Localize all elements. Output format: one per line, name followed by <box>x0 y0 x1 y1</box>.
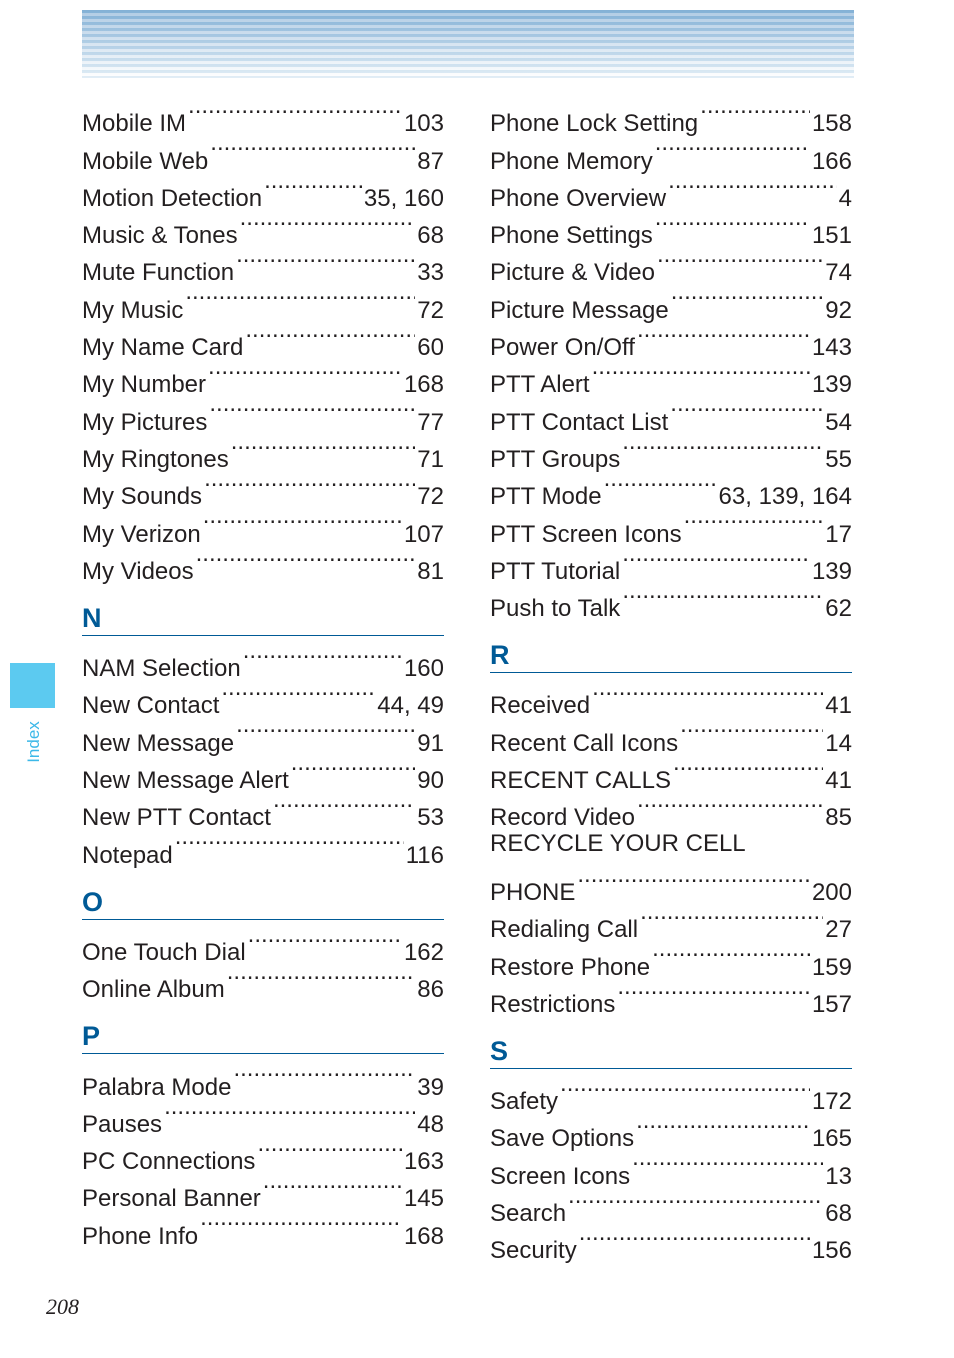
dot-leader <box>560 1072 810 1109</box>
index-term: NAM Selection <box>82 655 241 683</box>
dot-leader <box>188 94 402 131</box>
index-page-ref: 139 <box>811 371 852 399</box>
dot-leader <box>579 1221 810 1258</box>
dot-leader <box>592 355 810 392</box>
index-page-ref: 4 <box>838 184 852 212</box>
index-page-ref: 156 <box>811 1237 852 1265</box>
index-term: PTT Contact List <box>490 408 669 436</box>
section-letter-heading: O <box>82 885 444 920</box>
index-term: My Music <box>82 296 184 324</box>
index-section <box>82 601 444 869</box>
index-term: PTT Screen Icons <box>490 520 682 548</box>
index-page-ref: 160 <box>403 655 444 683</box>
index-page-ref: 63, 139, 164 <box>718 483 852 511</box>
dot-leader <box>227 960 416 997</box>
index-term: PHONE <box>490 878 576 906</box>
index-term: Palabra Mode <box>82 1073 232 1101</box>
index-entry <box>490 1072 852 1116</box>
index-page-ref: 87 <box>417 147 444 175</box>
index-page-ref: 62 <box>825 595 852 623</box>
index-page-ref: 143 <box>811 334 852 362</box>
index-page-ref: 39 <box>417 1073 444 1101</box>
index-term: Restore Phone <box>490 953 651 981</box>
index-term: Mute Function <box>82 259 235 287</box>
section-letter-heading: R <box>490 638 852 673</box>
index-term: Music & Tones <box>82 222 238 250</box>
dot-leader <box>604 467 717 504</box>
index-term: PC Connections <box>82 1148 256 1176</box>
section-letter-heading: N <box>82 601 444 636</box>
index-page-ref: 168 <box>403 1222 444 1250</box>
dot-leader <box>657 243 823 280</box>
index-term: Safety <box>490 1088 559 1116</box>
page-number: 208 <box>46 1294 79 1319</box>
dot-leader <box>622 542 810 579</box>
index-term: My Verizon <box>82 520 201 548</box>
index-term: My Number <box>82 371 207 399</box>
index-page-ref: 139 <box>811 557 852 585</box>
dot-leader <box>700 94 810 131</box>
index-page-ref: 86 <box>417 976 444 1004</box>
dot-leader <box>236 243 415 280</box>
index-term: My Name Card <box>82 334 244 362</box>
index-page-ref: 159 <box>811 953 852 981</box>
index-term: Phone Memory <box>490 147 653 175</box>
index-page-ref: 166 <box>811 147 852 175</box>
index-page-ref: 27 <box>825 916 852 944</box>
index-page-ref: 157 <box>811 990 852 1018</box>
index-term: Online Album <box>82 976 225 1004</box>
index-section <box>82 1019 444 1250</box>
index-term: Save Options <box>490 1125 635 1153</box>
index-entry <box>82 923 444 966</box>
index-entry <box>490 863 852 906</box>
dot-leader <box>684 504 824 541</box>
index-term: My Pictures <box>82 408 208 436</box>
dot-leader <box>637 788 823 825</box>
index-term: Picture Message <box>490 296 669 324</box>
dot-leader <box>622 579 823 616</box>
dot-leader <box>263 1169 402 1206</box>
index-page-ref: 168 <box>403 371 444 399</box>
index-entry <box>82 1057 444 1101</box>
header-stripe-band <box>82 10 854 78</box>
index-page-ref: 163 <box>403 1148 444 1176</box>
index-term: Personal Banner <box>82 1185 261 1213</box>
index-term: Phone Overview <box>490 184 667 212</box>
index-page-ref: 158 <box>811 110 852 138</box>
dot-leader <box>673 751 823 788</box>
index-term: Power On/Off <box>490 334 635 362</box>
index-term: My Videos <box>82 557 194 585</box>
index-page-ref: 90 <box>417 767 444 795</box>
index-page-ref: 68 <box>417 222 444 250</box>
index-term: Recent Call Icons <box>490 729 679 757</box>
index-page-ref: 53 <box>417 804 444 832</box>
index-section <box>490 638 852 1018</box>
dot-leader <box>245 318 415 355</box>
index-page-ref: 103 <box>403 110 444 138</box>
index-entry <box>490 676 852 720</box>
index-term: RECENT CALLS <box>490 767 671 795</box>
dot-leader <box>200 1206 402 1243</box>
dot-leader <box>617 975 810 1012</box>
index-term: New Message Alert <box>82 767 289 795</box>
dot-leader <box>175 825 404 862</box>
index-page-ref: 17 <box>825 520 852 548</box>
dot-leader <box>622 430 823 467</box>
dot-leader <box>221 676 375 713</box>
index-term: Redialing Call <box>490 916 639 944</box>
section-letter-heading: P <box>82 1019 444 1054</box>
dot-leader <box>655 206 810 243</box>
index-page-ref: 41 <box>825 767 852 795</box>
dot-leader <box>204 467 415 504</box>
index-side-tab <box>10 663 55 708</box>
index-page-ref: 85 <box>825 804 852 832</box>
dot-leader <box>652 937 810 974</box>
dot-leader <box>680 713 823 750</box>
dot-leader <box>231 430 416 467</box>
index-page-ref: 44, 49 <box>377 692 444 720</box>
side-tab-label: Index <box>24 721 43 763</box>
index-entry-line <box>490 825 852 862</box>
dot-leader <box>568 1184 823 1221</box>
index-column-right <box>490 94 852 1265</box>
index-term: Notepad <box>82 841 173 869</box>
dot-leader <box>248 923 402 960</box>
index-term: Screen Icons <box>490 1162 631 1190</box>
index-term: New Contact <box>82 692 220 720</box>
dot-leader <box>164 1095 415 1132</box>
index-page-ref: 74 <box>825 259 852 287</box>
index-column-left <box>82 94 444 1250</box>
index-term: Push to Talk <box>490 595 621 623</box>
index-term: Security <box>490 1237 577 1265</box>
index-term: Motion Detection <box>82 184 263 212</box>
index-term: My Ringtones <box>82 445 229 473</box>
index-section <box>490 94 852 623</box>
dot-leader <box>185 280 415 317</box>
index-page-ref: 172 <box>811 1088 852 1116</box>
dot-leader <box>273 788 415 825</box>
index-term: New PTT Contact <box>82 804 271 832</box>
index-page-ref: 71 <box>417 445 444 473</box>
index-entry <box>82 94 444 138</box>
dot-leader <box>264 169 362 206</box>
dot-leader <box>196 542 416 579</box>
index-section <box>490 1034 852 1265</box>
dot-leader <box>668 169 837 206</box>
index-page-ref: 14 <box>825 729 852 757</box>
index-term: PTT Tutorial <box>490 557 621 585</box>
index-term: Mobile Web <box>82 147 209 175</box>
index-page-ref: 54 <box>825 408 852 436</box>
dot-leader <box>257 1132 402 1169</box>
index-term: Search <box>490 1200 567 1228</box>
index-page-ref: 60 <box>417 334 444 362</box>
index-page-ref: 200 <box>811 878 852 906</box>
index-page-ref: 116 <box>405 841 444 869</box>
index-term: Phone Info <box>82 1222 199 1250</box>
dot-leader <box>632 1146 823 1183</box>
index-term: RECYCLE YOUR CELL <box>490 830 746 858</box>
index-page-ref: 145 <box>403 1185 444 1213</box>
index-entry <box>490 94 852 138</box>
index-term: PTT Alert <box>490 371 590 399</box>
index-term: Record Video <box>490 804 635 832</box>
index-term: Phone Lock Setting <box>490 110 699 138</box>
dot-leader <box>209 392 415 429</box>
index-page-ref: 107 <box>403 520 444 548</box>
index-term: Pauses <box>82 1110 163 1138</box>
dot-leader <box>291 751 416 788</box>
index-page-ref: 72 <box>417 483 444 511</box>
dot-leader <box>236 713 415 750</box>
index-term: Mobile IM <box>82 110 187 138</box>
index-term: PTT Groups <box>490 445 621 473</box>
dot-leader <box>243 639 402 676</box>
index-section <box>82 885 444 1004</box>
dot-leader <box>637 318 810 355</box>
index-page-ref: 91 <box>417 729 444 757</box>
index-term: PTT Mode <box>490 483 602 511</box>
index-page-ref: 33 <box>417 259 444 287</box>
index-term: My Sounds <box>82 483 203 511</box>
dot-leader <box>671 280 824 317</box>
index-page-ref: 81 <box>417 557 444 585</box>
dot-leader <box>655 131 810 168</box>
index-page-ref: 13 <box>825 1162 852 1190</box>
dot-leader <box>640 900 823 937</box>
index-page-ref: 92 <box>825 296 852 324</box>
section-letter-heading: S <box>490 1034 852 1069</box>
dot-leader <box>233 1057 415 1094</box>
index-page-ref: 35, 160 <box>363 184 444 212</box>
index-page-ref: 48 <box>417 1110 444 1138</box>
dot-leader <box>203 504 402 541</box>
index-term: One Touch Dial <box>82 938 246 966</box>
index-page-ref: 162 <box>403 938 444 966</box>
index-term: Picture & Video <box>490 259 655 287</box>
index-entry <box>82 639 444 683</box>
dot-leader <box>670 392 823 429</box>
index-page-ref: 77 <box>417 408 444 436</box>
index-page-ref: 72 <box>417 296 444 324</box>
index-term: Restrictions <box>490 990 616 1018</box>
index-term: Received <box>490 692 591 720</box>
dot-leader <box>210 131 415 168</box>
index-page-ref: 55 <box>825 445 852 473</box>
index-term: Phone Settings <box>490 222 653 250</box>
index-page-ref: 68 <box>825 1200 852 1228</box>
dot-leader <box>592 676 823 713</box>
index-page-ref: 151 <box>811 222 852 250</box>
dot-leader <box>577 863 810 900</box>
dot-leader <box>240 206 416 243</box>
index-term: New Message <box>82 729 235 757</box>
dot-leader <box>208 355 402 392</box>
index-page-ref: 41 <box>825 692 852 720</box>
dot-leader <box>636 1109 810 1146</box>
index-page-ref: 165 <box>811 1125 852 1153</box>
index-section <box>82 94 444 585</box>
